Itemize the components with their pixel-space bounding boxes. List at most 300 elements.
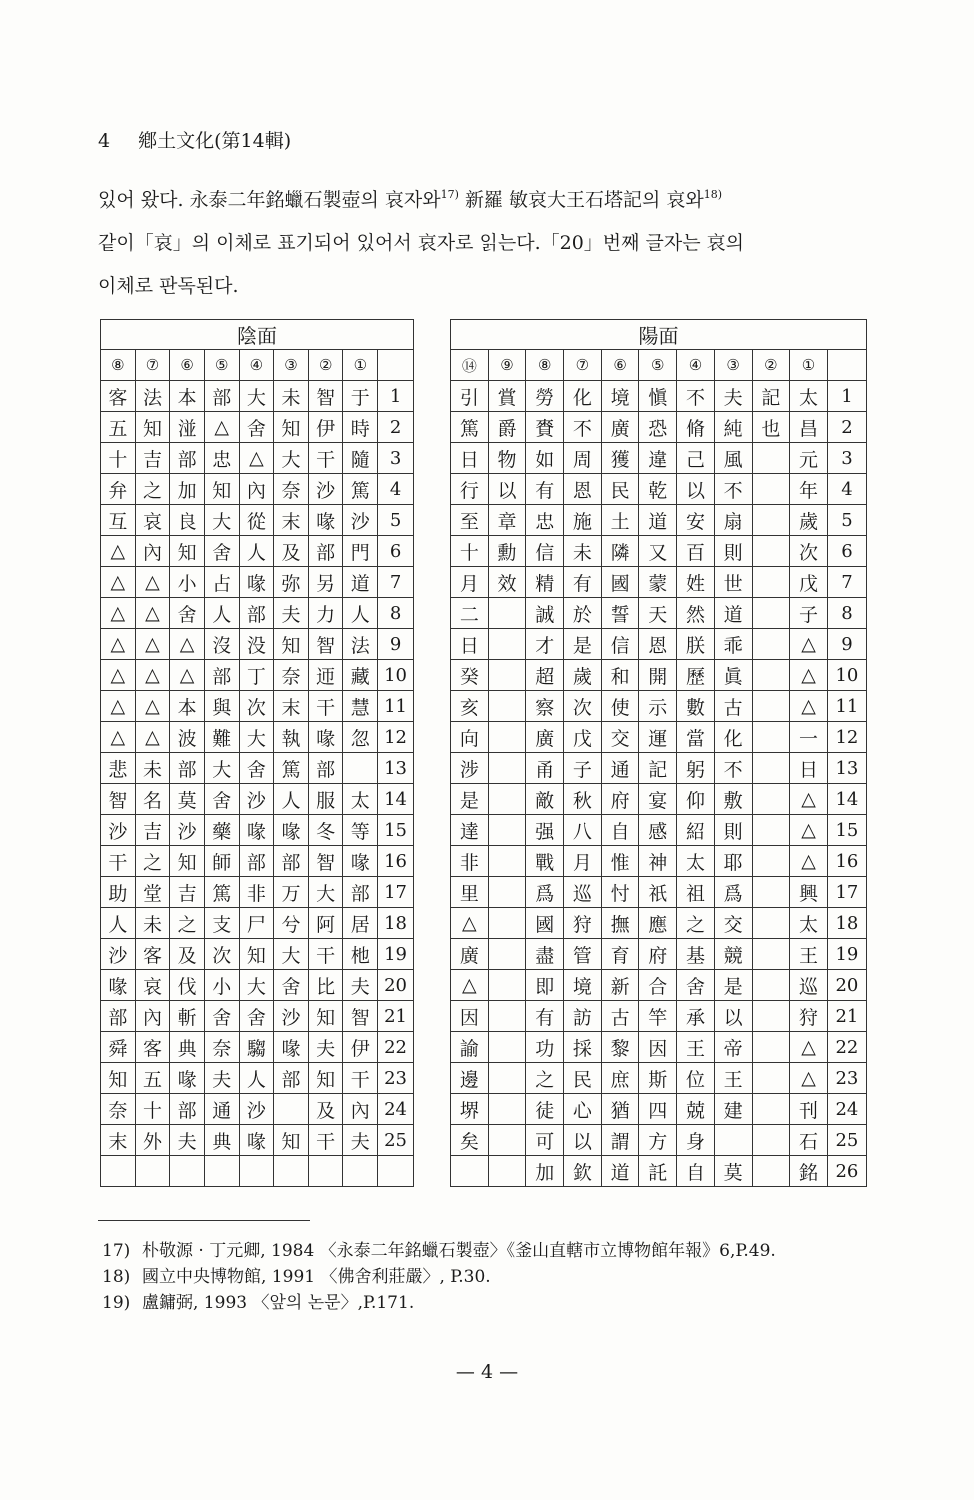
character-cell: 亥 [451,691,489,722]
character-cell: 斯 [639,1063,677,1094]
character-cell: 不 [564,412,602,443]
character-cell: 互 [101,505,136,536]
character-cell: 大 [274,443,309,474]
character-cell: 奈 [274,474,309,505]
character-cell: 竿 [639,1001,677,1032]
character-cell: △ [790,1063,828,1094]
character-cell: 安 [677,505,715,536]
table-row [451,1063,867,1094]
character-cell: 迊 [308,660,343,691]
character-cell: 道 [601,1156,639,1187]
character-cell: 未 [274,381,309,412]
table-row [451,784,867,815]
table-row [101,412,414,443]
character-cell: 夫 [308,1032,343,1063]
character-cell [752,753,790,784]
footnote-text: 國立中央博物館, 1991 〈佛舍利莊嚴〉, P.30. [142,1267,491,1287]
row-number: 13 [378,753,414,784]
character-cell: △ [101,536,136,567]
character-cell: 典 [204,1125,239,1156]
character-cell: 喙 [170,1063,205,1094]
character-cell: 吉 [135,443,170,474]
character-cell: 篤 [204,877,239,908]
character-cell: 次 [790,536,828,567]
column-header: ④ [677,350,715,381]
character-cell: 則 [714,536,752,567]
column-header: ⑦ [135,350,170,381]
character-cell: 耶 [714,846,752,877]
character-cell: 人 [239,536,274,567]
table-row [451,660,867,691]
character-cell [752,1063,790,1094]
footnote-ref: 17) [440,188,459,201]
character-cell: 競 [714,939,752,970]
row-number: 9 [827,629,866,660]
character-cell: 舜 [101,1032,136,1063]
character-cell: 紹 [677,815,715,846]
row-number: 14 [378,784,414,815]
character-cell: 民 [564,1063,602,1094]
table-row [101,1094,414,1125]
character-cell: △ [135,660,170,691]
character-cell: 本 [170,691,205,722]
character-cell [752,970,790,1001]
character-cell: 喙 [274,815,309,846]
character-cell: 知 [204,474,239,505]
character-cell: 脩 [677,412,715,443]
header-page-number: 4 [98,130,111,152]
character-cell: 喙 [274,1032,309,1063]
character-cell: 訪 [564,1001,602,1032]
character-cell: 之 [135,474,170,505]
footnote-number: 18) [102,1267,131,1287]
table-row [451,381,867,412]
row-number: 7 [827,567,866,598]
character-cell: 夫 [343,970,378,1001]
character-cell [488,908,526,939]
table-row [451,505,867,536]
character-cell: 舍 [677,970,715,1001]
table-row [101,691,414,722]
character-cell: 加 [170,474,205,505]
row-number: 4 [378,474,414,505]
character-cell: 知 [274,412,309,443]
character-cell [239,1156,274,1187]
character-cell: △ [204,412,239,443]
row-number: 20 [827,970,866,1001]
character-cell: 內 [135,1001,170,1032]
character-cell: 當 [677,722,715,753]
row-number: 23 [827,1063,866,1094]
yang-face-table [450,319,867,1187]
paragraph-text: 있어 왔다. 永泰二年銘蠟石製壺의 哀자와 [98,189,441,211]
character-cell: 猶 [601,1094,639,1125]
character-cell: 知 [308,1001,343,1032]
table-row [101,1125,414,1156]
character-cell [488,784,526,815]
character-cell: 部 [204,660,239,691]
character-cell: 非 [239,877,274,908]
character-cell: 信 [601,629,639,660]
table-row [451,1094,867,1125]
character-cell [488,660,526,691]
character-cell: 以 [564,1125,602,1156]
character-cell: 舍 [204,1001,239,1032]
character-cell: 帝 [714,1032,752,1063]
character-cell [752,784,790,815]
character-cell [488,877,526,908]
character-cell [101,1156,136,1187]
character-cell: 信 [526,536,564,567]
character-cell [274,1094,309,1125]
character-cell: 巡 [790,970,828,1001]
character-cell: 功 [526,1032,564,1063]
character-cell [488,629,526,660]
character-cell: 大 [239,970,274,1001]
character-cell [752,536,790,567]
character-cell: 效 [488,567,526,598]
row-number: 1 [827,381,866,412]
character-cell: 吉 [135,815,170,846]
row-number: 19 [827,939,866,970]
character-cell [752,1001,790,1032]
table-row [451,1156,867,1187]
character-cell: 名 [135,784,170,815]
table-row [451,877,867,908]
character-cell: 然 [677,598,715,629]
character-cell: 客 [135,939,170,970]
character-cell: 隣 [601,536,639,567]
row-number: 13 [827,753,866,784]
character-cell: 篤 [274,753,309,784]
character-cell: 示 [639,691,677,722]
character-cell: 藥 [204,815,239,846]
table-row [451,629,867,660]
character-cell: △ [790,846,828,877]
table-row [101,877,414,908]
character-cell: 客 [101,381,136,412]
character-cell: 祖 [677,877,715,908]
character-cell: 通 [601,753,639,784]
column-header: ② [752,350,790,381]
character-cell: 年 [790,474,828,505]
character-cell [488,753,526,784]
character-cell: 干 [101,846,136,877]
character-cell: 舍 [204,784,239,815]
row-number: 21 [378,1001,414,1032]
column-header-row [451,350,867,381]
character-cell: 沙 [343,505,378,536]
character-cell: 丁 [239,660,274,691]
row-number: 18 [378,908,414,939]
character-cell: 知 [101,1063,136,1094]
table-row [451,536,867,567]
character-cell: 夫 [343,1125,378,1156]
character-cell: 部 [274,1063,309,1094]
character-cell: 太 [790,381,828,412]
character-cell: 興 [790,877,828,908]
character-cell: 知 [170,846,205,877]
row-number: 15 [378,815,414,846]
character-cell: 人 [101,908,136,939]
character-cell: 大 [204,505,239,536]
table-row [101,505,414,536]
character-cell: △ [790,1032,828,1063]
character-cell: 知 [274,629,309,660]
character-cell: 之 [135,846,170,877]
character-cell: 人 [343,598,378,629]
character-cell: 末 [101,1125,136,1156]
character-cell [204,1156,239,1187]
character-cell: 沙 [101,939,136,970]
table-title: 陽面 [451,320,867,350]
character-cell: 身 [677,1125,715,1156]
character-cell: 干 [308,939,343,970]
character-cell: 蒙 [639,567,677,598]
character-cell: 小 [170,567,205,598]
character-cell: 奈 [204,1032,239,1063]
column-header: ⑤ [204,350,239,381]
character-cell [752,660,790,691]
character-cell: 使 [601,691,639,722]
character-cell [752,598,790,629]
character-cell: 敷 [714,784,752,815]
character-cell [752,474,790,505]
character-cell: 數 [677,691,715,722]
character-cell: 篤 [451,412,489,443]
character-cell: 乾 [639,474,677,505]
character-cell: 新 [601,970,639,1001]
table-row [101,536,414,567]
row-number: 6 [378,536,414,567]
character-cell: 沙 [274,1001,309,1032]
character-cell [308,1156,343,1187]
row-number: 6 [827,536,866,567]
character-cell: 不 [677,381,715,412]
footnote-ref: 18) [703,188,723,201]
character-cell: 自 [601,815,639,846]
character-cell: 日 [451,443,489,474]
character-cell: 交 [601,722,639,753]
table-row [451,970,867,1001]
character-cell: 堂 [135,877,170,908]
footnote [102,1264,776,1290]
character-cell: 刊 [790,1094,828,1125]
row-number: 15 [827,815,866,846]
character-cell: 涉 [451,753,489,784]
character-cell: 百 [677,536,715,567]
character-cell: 伊 [308,412,343,443]
column-header: ① [343,350,378,381]
table-row [101,567,414,598]
character-cell: 典 [170,1032,205,1063]
row-number: 18 [827,908,866,939]
character-cell: 之 [677,908,715,939]
table-row [451,474,867,505]
character-cell: 部 [343,877,378,908]
character-cell: 舍 [239,1001,274,1032]
character-cell: 万 [274,877,309,908]
character-cell: 一 [790,722,828,753]
table-row [101,660,414,691]
column-header: ③ [714,350,752,381]
character-cell: 喙 [239,1125,274,1156]
character-cell [488,1094,526,1125]
column-header: ③ [274,350,309,381]
row-number: 2 [378,412,414,443]
character-cell: 忠 [204,443,239,474]
table-row [101,970,414,1001]
character-cell: 元 [790,443,828,474]
character-cell: 智 [308,846,343,877]
character-cell: 尸 [239,908,274,939]
table-row [451,939,867,970]
table-row [451,1001,867,1032]
character-cell: 勞 [526,381,564,412]
character-cell: 以 [677,474,715,505]
character-cell: 知 [170,536,205,567]
character-cell: 施 [564,505,602,536]
character-cell: 誠 [526,598,564,629]
character-cell: 二 [451,598,489,629]
character-cell: 杝 [343,939,378,970]
table-row [101,598,414,629]
row-number: 12 [378,722,414,753]
character-cell [488,939,526,970]
character-cell: 道 [343,567,378,598]
character-cell: 爲 [714,877,752,908]
character-cell: 未 [564,536,602,567]
character-cell: △ [451,970,489,1001]
character-cell: 甬 [526,753,564,784]
table-row [101,474,414,505]
character-cell: 悲 [101,753,136,784]
character-cell [752,629,790,660]
character-cell: 應 [639,908,677,939]
character-cell: 廣 [526,722,564,753]
table-row [101,1063,414,1094]
character-cell: 執 [274,722,309,753]
character-cell: 夫 [274,598,309,629]
character-cell: 惟 [601,846,639,877]
character-cell: 客 [135,1032,170,1063]
character-cell [488,691,526,722]
character-cell: 弥 [274,567,309,598]
character-cell [752,939,790,970]
character-cell: 記 [639,753,677,784]
character-cell: 太 [677,846,715,877]
character-cell: 爵 [488,412,526,443]
character-cell: 王 [790,939,828,970]
character-cell: △ [135,567,170,598]
character-cell: 引 [451,381,489,412]
character-cell: 夫 [204,1063,239,1094]
character-cell: 沙 [239,1094,274,1125]
character-cell: 欽 [564,1156,602,1187]
character-cell: 古 [714,691,752,722]
character-cell: 勳 [488,536,526,567]
row-number: 5 [827,505,866,536]
character-cell: 記 [752,381,790,412]
character-cell: △ [790,629,828,660]
character-cell: 人 [274,784,309,815]
character-cell: 獲 [601,443,639,474]
row-number: 7 [378,567,414,598]
table-row [101,443,414,474]
character-cell: 堺 [451,1094,489,1125]
character-cell [343,753,378,784]
footnote-number: 19) [102,1293,131,1313]
character-cell: 舍 [204,536,239,567]
character-cell: 謂 [601,1125,639,1156]
character-cell: 和 [601,660,639,691]
character-cell: 超 [526,660,564,691]
character-cell: 强 [526,815,564,846]
character-cell: 大 [274,939,309,970]
character-cell: 內 [343,1094,378,1125]
character-cell: 才 [526,629,564,660]
character-cell: 部 [101,1001,136,1032]
character-cell: 智 [101,784,136,815]
character-cell: 吉 [170,877,205,908]
journal-title: 鄕土文化(第14輯) [138,130,292,152]
character-cell: 太 [790,908,828,939]
character-cell [752,1094,790,1125]
character-cell: 民 [601,474,639,505]
column-header: ⑥ [170,350,205,381]
character-cell: 舍 [274,970,309,1001]
character-cell: 知 [239,939,274,970]
column-header: ① [790,350,828,381]
character-cell: 隨 [343,443,378,474]
character-cell [488,815,526,846]
character-cell: 部 [239,598,274,629]
paragraph-line [98,173,870,222]
character-cell: 忖 [601,877,639,908]
character-cell: 開 [639,660,677,691]
character-cell: 部 [170,1094,205,1125]
character-cell: 不 [714,474,752,505]
character-cell: △ [101,691,136,722]
character-cell: 有 [564,567,602,598]
character-cell: 月 [564,846,602,877]
character-cell: 以 [714,1001,752,1032]
character-cell: 干 [308,443,343,474]
character-cell: 也 [752,412,790,443]
character-cell: 干 [308,691,343,722]
character-cell: 波 [170,722,205,753]
character-cell: 乖 [714,629,752,660]
table-row [101,846,414,877]
yin-face-table [100,319,414,1187]
character-cell: 門 [343,536,378,567]
character-cell: 次 [204,939,239,970]
character-cell: 銘 [790,1156,828,1187]
character-cell: △ [101,598,136,629]
character-cell: 四 [639,1094,677,1125]
character-cell: 比 [308,970,343,1001]
character-cell: 騶 [239,1032,274,1063]
character-cell: 徒 [526,1094,564,1125]
table-row [101,815,414,846]
character-cell: 巡 [564,877,602,908]
column-header: ⑧ [526,350,564,381]
character-cell: 非 [451,846,489,877]
character-cell: 本 [170,381,205,412]
row-number: 17 [378,877,414,908]
character-cell: 人 [204,598,239,629]
footnotes [102,1238,776,1316]
